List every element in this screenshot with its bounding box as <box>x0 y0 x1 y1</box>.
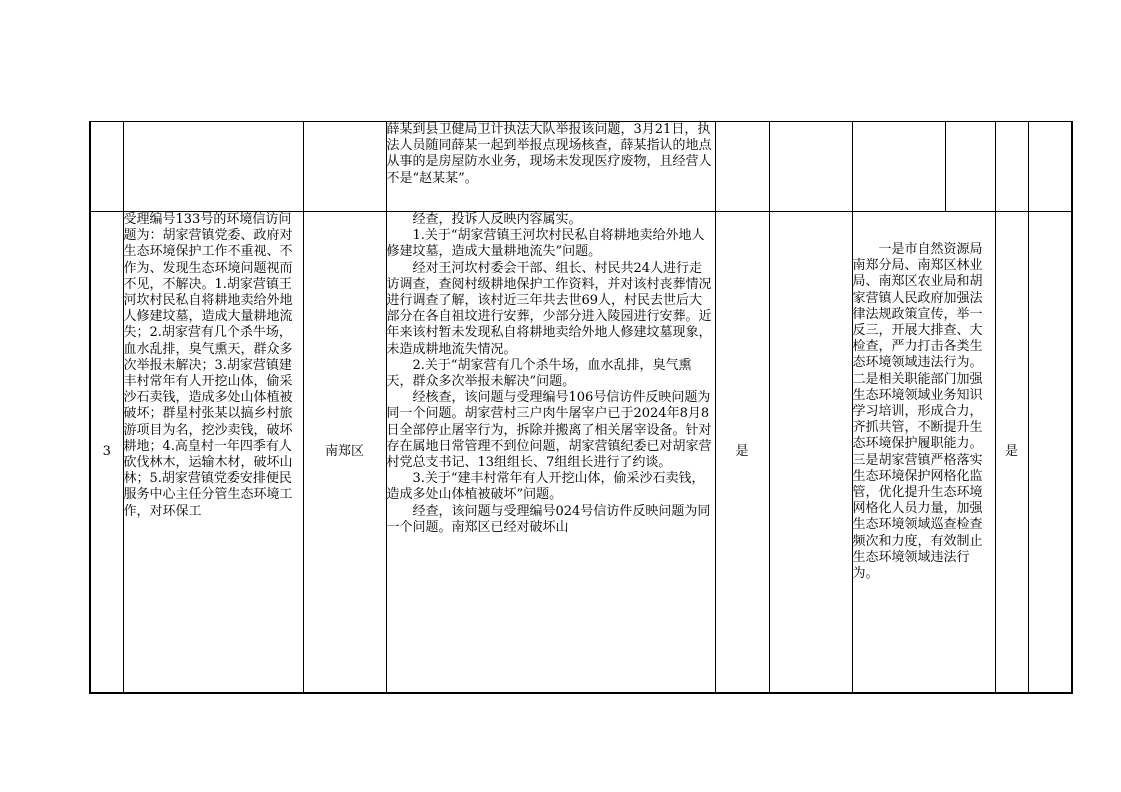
complaint-cell <box>123 212 303 694</box>
blank-cell <box>769 122 852 212</box>
district-name: 南郑区 <box>324 443 364 459</box>
blank-cell <box>995 122 1028 212</box>
findings-paragraph: 经对王河坎村委会干部、组长、村民共24人进行走访调查，查阅村级耕地保护工作资料，并对该村丧葬情况进行调查了解，该村近三年共去世69人，村民去世后大部分在各自祖坟进行安葬，少部分进入陵园进行安葬。近年来该村暂未发现私自将耕地卖给外地人修建坟墓现象，未造成耕地流失情况。 <box>386 260 712 357</box>
blank-cell <box>1028 122 1072 212</box>
complaint-cell <box>123 122 303 212</box>
table-row <box>90 212 1072 694</box>
findings-paragraph: 经核查，该问题与受理编号106号信访件反映问题为同一个问题。胡家营村三户肉牛屠宰户已于2024年8月8日全部停止屠宰行为，拆除并搬离了相关屠宰设备。针对存在属地日常管理不到位问题，胡家营镇纪委已对胡家营村党总支书记、13组组长、7组组长进行了约谈。 <box>386 390 712 471</box>
verified-value: 是 <box>735 443 749 459</box>
findings-cell <box>386 122 715 212</box>
measures-text: 一是市自然资源局南郑分局、南郑区林业局、南郑区农业局和胡家营镇人民政府加强法律法规政策宣传，举一反三，开展大排查、大检查，严力打击各类生态环境领域违法行为。二是相关职能部门加强生态环境领域业务知识学习培训，形成合力，齐抓共管，不断提升生态环境保护履职能力。三是胡家营镇严格落实生态环境保护网格化监管，优化提升生态环境网格化人员力量，加强生态环境领域巡查检查频次和力度，有效制止生态环境领域违法行为。 <box>852 242 983 582</box>
blank-cell <box>1028 212 1072 694</box>
blank-cell <box>769 212 852 694</box>
index-cell <box>90 212 123 694</box>
table-row <box>90 122 1072 212</box>
findings-paragraph: 经查，投诉人反映内容属实。 <box>412 212 582 227</box>
findings-paragraph: 3.关于“建丰村常年有人开挖山体，偷采沙石卖钱，造成多处山体植被破坏”问题。 <box>386 471 705 503</box>
resolved-cell <box>945 122 995 212</box>
district-cell <box>303 122 386 212</box>
complaint-text: 受理编号133号的环境信访问题为：胡家营镇党委、政府对生态环境保护工作不重视、不作为、发现生态环境问题视而不见，不解决。1.胡家营镇王河坎村民私自将耕地卖给外地人修建坟墓，造成大量耕地流失；2.胡家营有几个杀牛场，血水乱排，臭气熏天，群众多次举报未解决；3.胡家营镇建丰村常年有人开挖山体，偷采沙石卖钱，造成多处山体植被破坏；群星村张某以搞乡村旅游项目为名，挖沙卖钱，破坏耕地；4.高皇村一年四季有人砍伐林木，运输木材，破坏山林；5.胡家营镇党委安排便民服务中心主任分管生态环境工作，对环保工 <box>123 212 293 519</box>
measures-cell <box>852 212 995 694</box>
findings-paragraph: 2.关于“胡家营有几个杀牛场，血水乱排，臭气熏天，群众多次举报未解决”问题。 <box>386 357 692 390</box>
verified-cell <box>715 212 769 694</box>
findings-text: 薛某到县卫健局卫计执法大队举报该问题，3月21日，执法人员随同薛某一起到举报点现场核查，薛某指认的地点从事的是房屋防水业务，现场未发现医疗废物，且经营人不是“赵某某”。 <box>386 122 712 186</box>
resolved-value: 是 <box>1004 443 1018 459</box>
findings-paragraph: 经查，该问题与受理编号024号信访件反映问题为同一个问题。南郑区已经对破坏山 <box>386 503 711 535</box>
row-index: 3 <box>102 443 111 459</box>
findings-cell <box>386 212 715 694</box>
district-cell <box>303 212 386 694</box>
verified-cell <box>715 122 769 212</box>
index-cell <box>90 122 123 212</box>
report-table <box>89 121 1073 694</box>
resolved-cell <box>995 212 1028 694</box>
measures-cell <box>852 122 945 212</box>
findings-paragraph: 1.关于“胡家营镇王河坎村民私自将耕地卖给外地人修建坟墓，造成大量耕地流失”问题。 <box>386 228 705 260</box>
